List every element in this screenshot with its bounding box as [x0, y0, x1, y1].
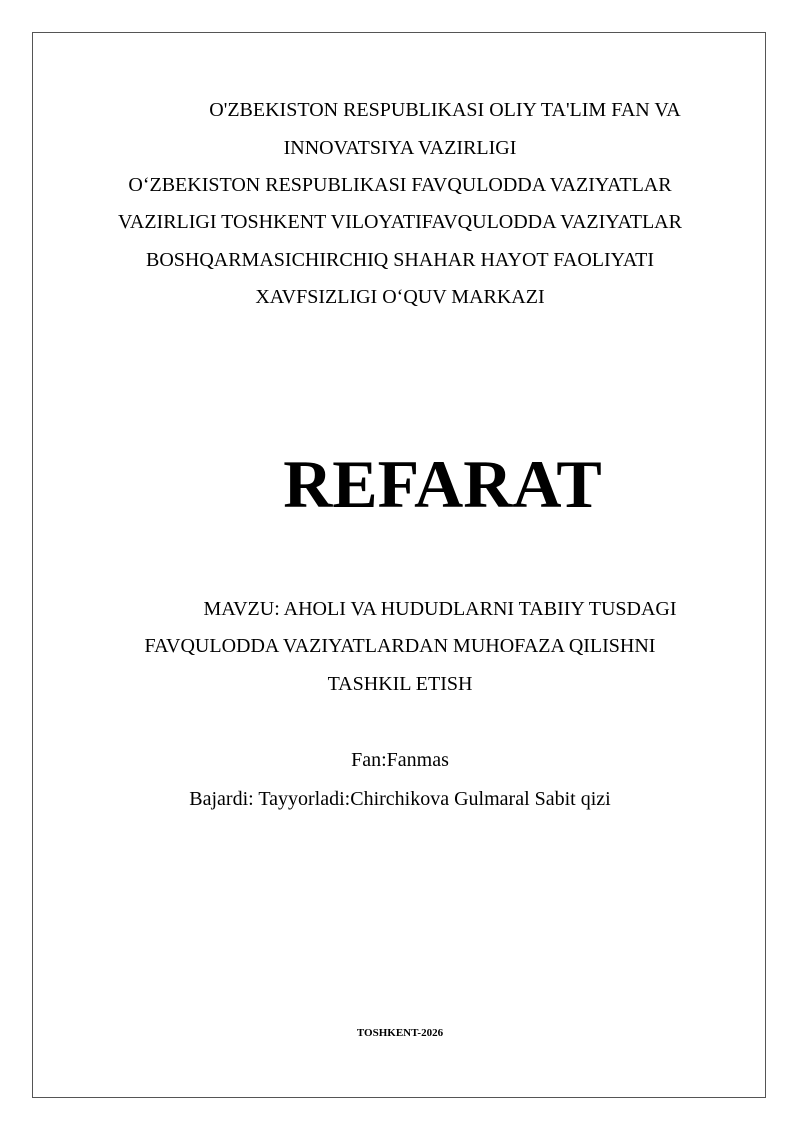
ministry-line-1: O'ZBEKISTON RESPUBLIKASI OLIY TA'LIM FAN VA — [209, 99, 681, 121]
topic-line-1: MAVZU: AHOLI VA HUDUDLARNI TABIIY TUSDAGI — [203, 598, 677, 620]
ministry-line-3: O‘ZBEKISTON RESPUBLIKASI FAVQULODDA VAZIYATLAR — [128, 174, 672, 196]
subject-line: Fan:Fanmas — [351, 749, 449, 771]
ministry-line-2: INNOVATSIYA VAZIRLIGI — [283, 137, 517, 159]
ministry-line-5: BOSHQARMASICHIRCHIQ SHAHAR HAYOT FAOLIYATI — [145, 249, 655, 271]
ministry-line-4: VAZIRLIGI TOSHKENT VILOYATIFAVQULODDA VAZIYATLAR — [118, 211, 682, 233]
footer-city-year: TOSHKENT-2026 — [356, 1027, 444, 1039]
topic-line-3: TASHKIL ETISH — [327, 673, 473, 695]
topic-line-2: FAVQULODDA VAZIYATLARDAN MUHOFAZA QILISHNI — [144, 635, 656, 657]
ministry-line-6: XAVFSIZLIGI O‘QUV MARKAZI — [255, 286, 545, 308]
document-title: REFARAT — [283, 446, 602, 522]
author-line: Bajardi: Tayyorladi:Chirchikova Gulmaral Sabit qizi — [189, 788, 611, 810]
